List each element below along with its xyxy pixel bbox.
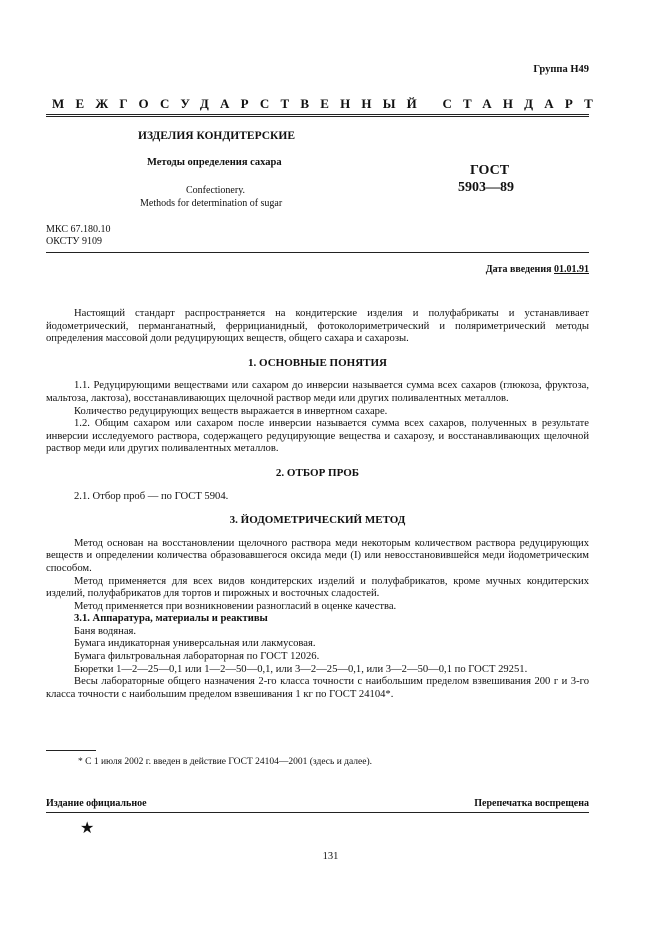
english-title: Confectionery.	[186, 185, 246, 196]
section-3-1-heading: 3.1. Аппаратура, материалы и реактивы	[74, 613, 268, 625]
intro-paragraph: Настоящий стандарт распространяется на кондитерские изделия и полуфабрикаты и устанавливает йодометрический, перманганатный, феррицианидный, фотоколориметрический и поляриметрический методы определения массовой доли редуцирующих веществ, общего сахара и сахарозы.	[46, 308, 589, 345]
paragraph-1-2: 1.2. Общим сахаром или сахаром после инверсии называется сумма всех сахаров, полученных в результате инверсии исследуемого раствора, содержащего редуцирующие вещества и сахарозу, и восстанавливающих щелочной раствор меди или других поливалентных металлов.	[46, 418, 589, 455]
paragraph-2-1: 2.1. Отбор проб — по ГОСТ 5904.	[74, 490, 229, 502]
introduction-date	[486, 264, 589, 275]
page-number: 131	[322, 851, 339, 862]
paragraph-1-1b: Количество редуцирующих веществ выражается в инвертном сахаре.	[74, 405, 388, 417]
document-body	[46, 308, 589, 701]
paragraph-3-c: Метод применяется при возникновении разногласий в оценке качества.	[74, 600, 397, 612]
paragraph-3-b: Метод применяется для всех видов кондитерских изделий и полуфабрикатов, кроме мучных кондитерских изделий, полуфабрикатов для тортов и пирожных и восточных сладостей.	[46, 575, 589, 600]
material-2: Бумага индикаторная универсальная или лакмусовая.	[74, 638, 316, 650]
official-edition-label: Издание официальное	[46, 798, 147, 809]
material-3: Бумага фильтровальная лабораторная по ГОСТ 12026.	[74, 651, 320, 663]
footer-rule	[46, 812, 589, 813]
gost-label: ГОСТ	[470, 163, 510, 178]
date-label: Дата введения	[485, 264, 552, 275]
group-code: Группа Н49	[533, 64, 589, 75]
document-subtitle: Методы определения сахара	[147, 157, 282, 168]
gost-number: 5903—89	[458, 180, 514, 195]
mks-code: МКС 67.180.10	[46, 224, 111, 235]
section-1-heading: 1. ОСНОВНЫЕ ПОНЯТИЯ	[248, 356, 387, 369]
material-4: Бюретки 1—2—25—0,1 или 1—2—50—0,1, или 3—2—25—0,1, или 3—2—50—0,1 по ГОСТ 29251.	[74, 663, 528, 675]
material-5: Весы лабораторные общего назначения 2-го класса точности с наибольшим пределом взвешивания 200 г и 3-го класса точности с наибольшим пределом взвешивания 1 кг по ГОСТ 24104*.	[46, 676, 589, 700]
banner-rule-bottom	[46, 116, 589, 117]
date-value: 01.01.91	[554, 264, 589, 275]
document-title: ИЗДЕЛИЯ КОНДИТЕРСКИЕ	[138, 130, 296, 142]
paragraph-3-a: Метод основан на восстановлении щелочного раствора меди некоторым количеством раствора редуцирующих веществ и определении количества образовавшегося оксида меди (I) или невосстановившейся меди йодометрическим способом.	[46, 537, 589, 574]
paragraph-1-1: 1.1. Редуцирующими веществами или сахаром до инверсии называется сумма всех сахаров (глюкоза, фруктоза, мальтоза, лактоза), восстанавливающих щелочной раствор меди или других поливалентных металлов.	[46, 380, 589, 404]
material-1: Баня водяная.	[74, 625, 137, 637]
header-rule	[46, 252, 589, 253]
star-icon: ★	[80, 818, 95, 837]
banner-rule-top	[46, 114, 589, 115]
english-subtitle: Methods for determination of sugar	[140, 198, 283, 209]
section-2-heading: 2. ОТБОР ПРОБ	[275, 466, 360, 479]
reprint-prohibited-label: Перепечатка воспрещена	[474, 798, 589, 809]
classification-codes	[46, 224, 110, 248]
section-3-heading: 3. ЙОДОМЕТРИЧЕСКИЙ МЕТОД	[229, 514, 406, 527]
standard-banner: МЕЖГОСУДАРСТВЕННЫЙ СТАНДАРТ	[52, 96, 605, 111]
footnote: * С 1 июля 2002 г. введен в действие ГОСТ 24104—2001 (здесь и далее).	[78, 757, 373, 767]
footnote-rule	[46, 750, 96, 751]
okstu-code: ОКСТУ 9109	[46, 236, 103, 247]
